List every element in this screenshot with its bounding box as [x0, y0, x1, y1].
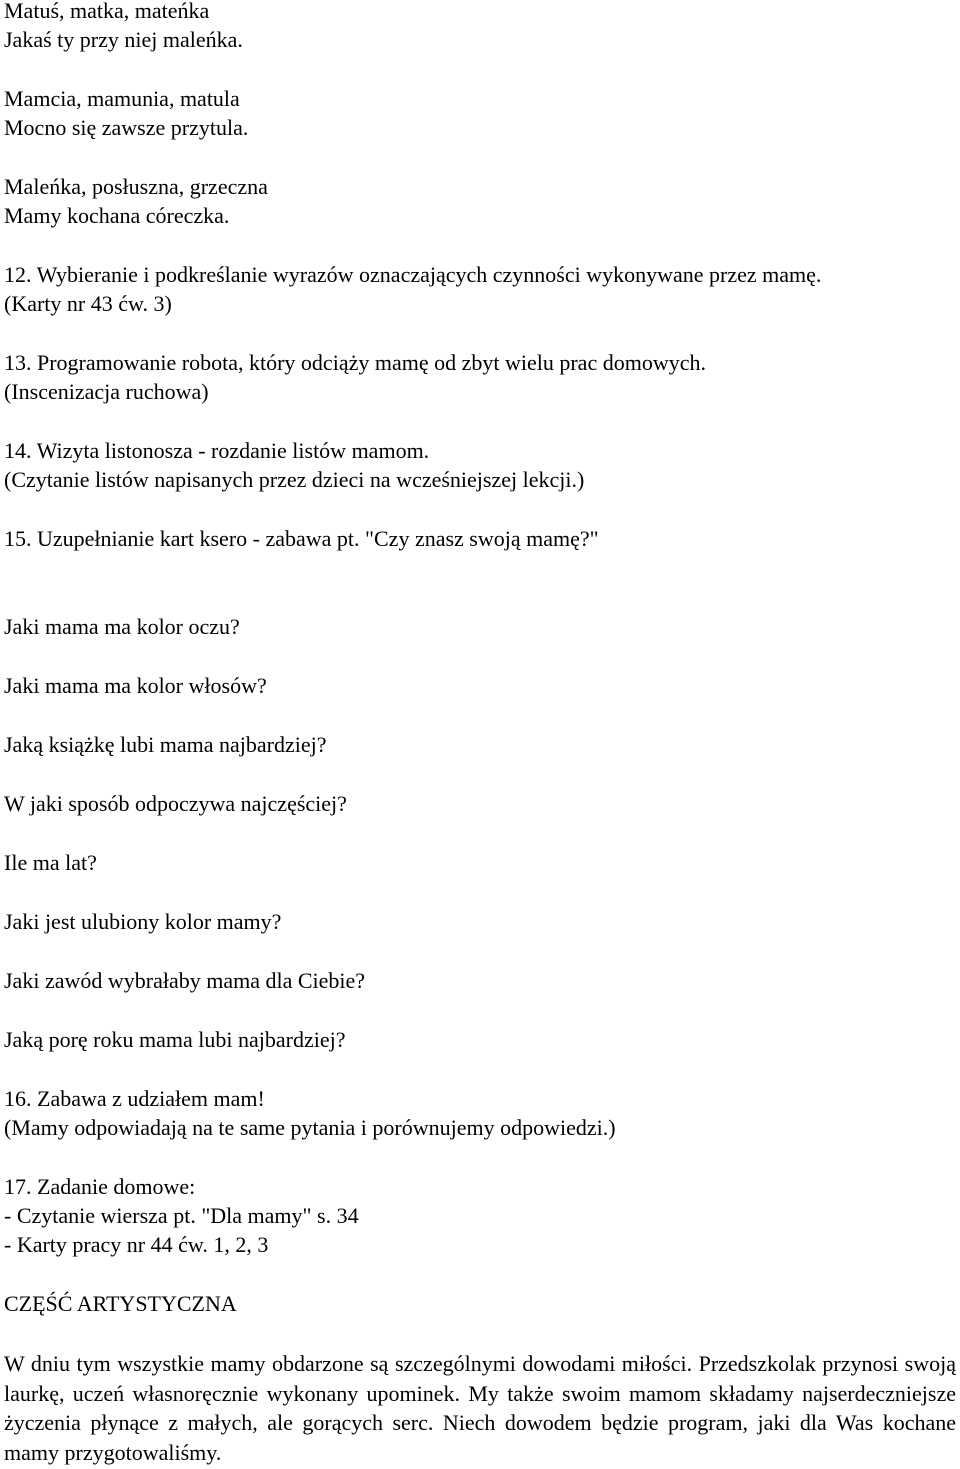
question-item: Jaki zawód wybrałaby mama dla Ciebie?: [4, 968, 366, 993]
artistic-paragraph: W dniu tym wszystkie mamy obdarzone są szczególnymi dowodami miłości. Przedszkolak przynosi swoją laurkę, uczeń własnoręcznie wykonany upominek. My także swoim mamom składamy najserdeczniejsze życzenia płynące z małych, ale gorących serc. Niech dowodem będzie program, jaki dla Was kochane mamy przygotowaliśmy.: [4, 1351, 956, 1465]
step-14-title: 14. Wizyta listonosza - rozdanie listów mamom.: [4, 438, 430, 463]
step-17-title: 17. Zadanie domowe:: [4, 1174, 196, 1199]
homework-item: - Karty pracy nr 44 ćw. 1, 2, 3: [4, 1232, 269, 1257]
question-item: Jaki mama ma kolor włosów?: [4, 673, 267, 698]
step-15-title: 15. Uzupełnianie kart ksero - zabawa pt. "Czy znasz swoją mamę?": [4, 526, 599, 551]
step-16-title: 16. Zabawa z udziałem mam!: [4, 1086, 265, 1111]
homework-item: - Czytanie wiersza pt. "Dla mamy" s. 34: [4, 1203, 359, 1228]
step-12-title: 12. Wybieranie i podkreślanie wyrazów oznaczających czynności wykonywane przez mamę.: [4, 262, 822, 287]
section-heading: CZĘŚĆ ARTYSTYCZNA: [4, 1291, 237, 1316]
poem-line: Matuś, matka, mateńka: [4, 0, 210, 23]
poem-line: Jakaś ty przy niej maleńka.: [4, 27, 243, 52]
poem-line: Mamy kochana córeczka.: [4, 203, 230, 228]
step-13-title: 13. Programowanie robota, który odciąży mamę od zbyt wielu prac domowych.: [4, 350, 706, 375]
poem-line: Mocno się zawsze przytula.: [4, 115, 249, 140]
step-13-note: (Inscenizacja ruchowa): [4, 379, 209, 404]
step-12-note: (Karty nr 43 ćw. 3): [4, 291, 172, 316]
question-item: Jaką porę roku mama lubi najbardziej?: [4, 1027, 346, 1052]
question-item: Jaką książkę lubi mama najbardziej?: [4, 732, 327, 757]
step-16-note: (Mamy odpowiadają na te same pytania i porównujemy odpowiedzi.): [4, 1115, 616, 1140]
poem-line: Mamcia, mamunia, matula: [4, 86, 240, 111]
question-item: W jaki sposób odpoczywa najczęściej?: [4, 791, 347, 816]
question-item: Jaki jest ulubiony kolor mamy?: [4, 909, 282, 934]
question-item: Ile ma lat?: [4, 850, 97, 875]
step-14-note: (Czytanie listów napisanych przez dzieci na wcześniejszej lekcji.): [4, 467, 585, 492]
poem-line: Maleńka, posłuszna, grzeczna: [4, 174, 268, 199]
question-item: Jaki mama ma kolor oczu?: [4, 614, 240, 639]
